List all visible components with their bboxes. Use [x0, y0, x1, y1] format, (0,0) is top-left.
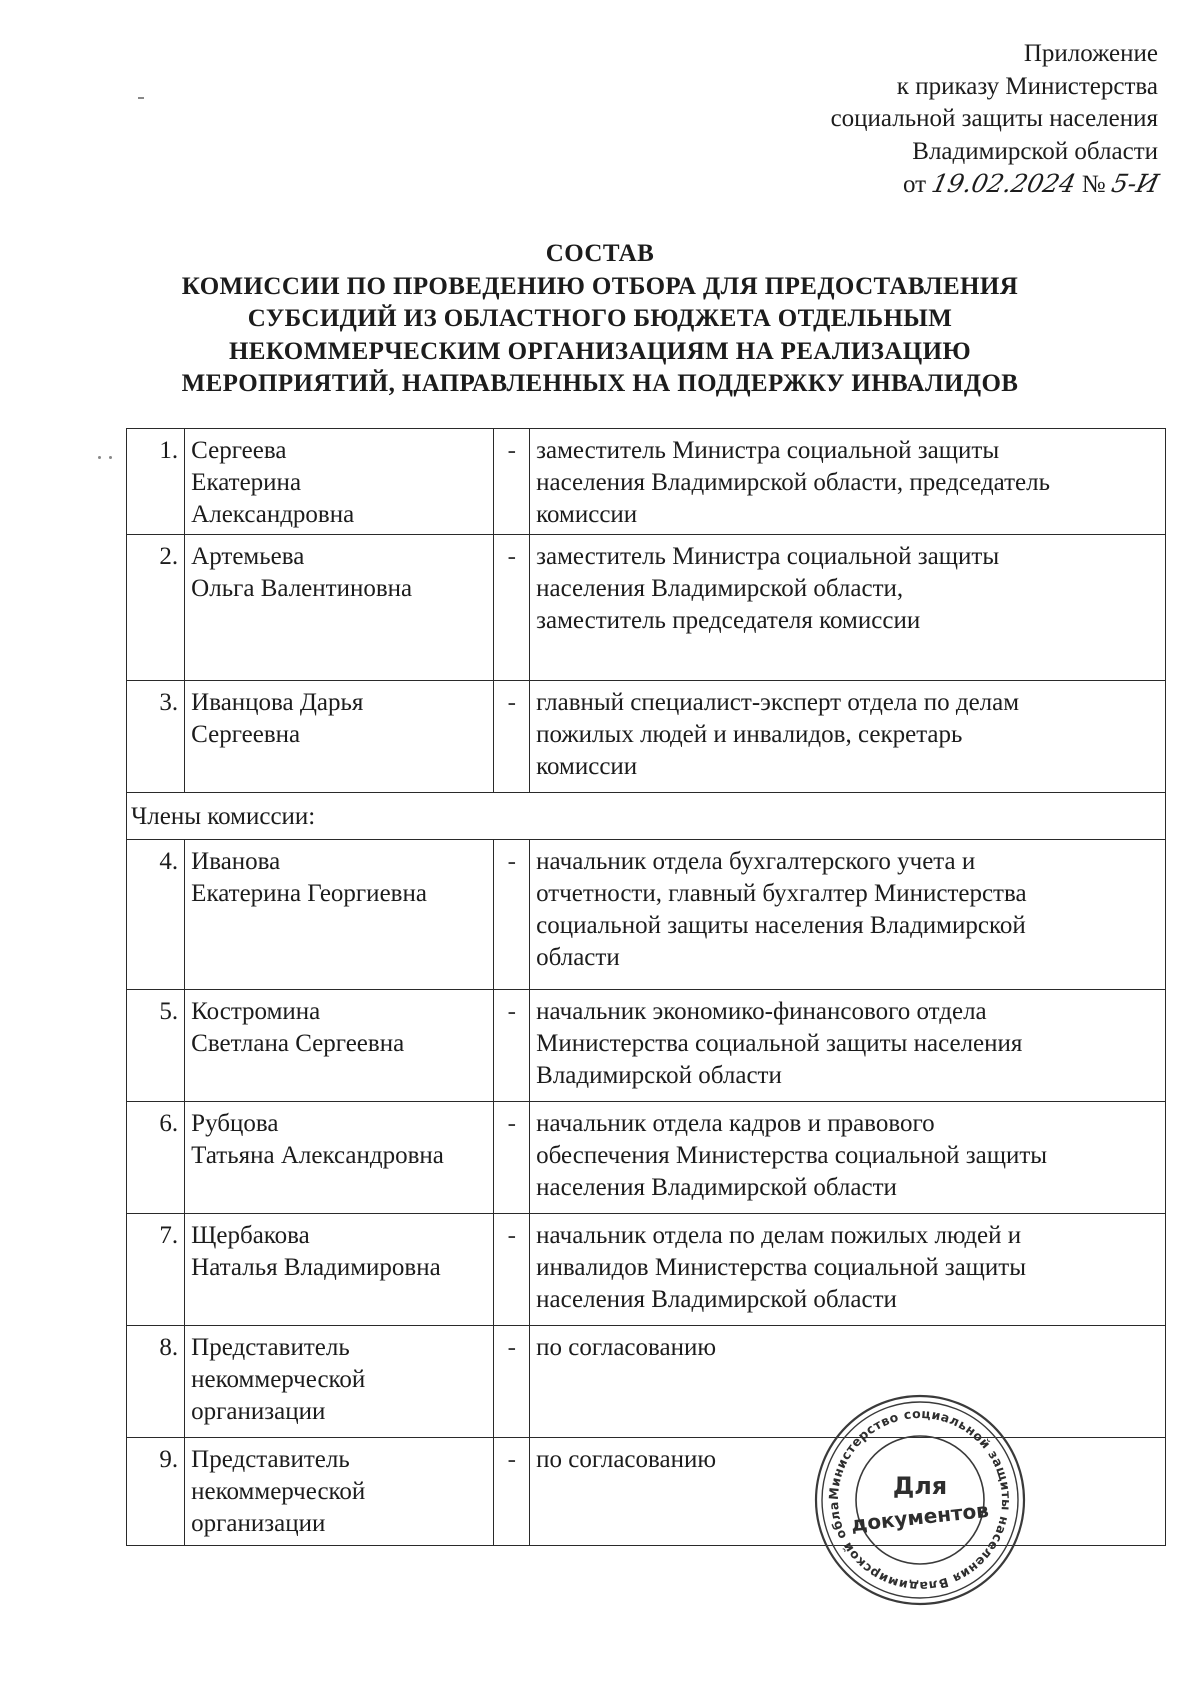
table-row: [127, 681, 1166, 793]
title-line: СУБСИДИЙ ИЗ ОБЛАСТНОГО БЮДЖЕТА ОТДЕЛЬНЫМ: [247, 305, 953, 332]
title-line: СОСТАВ: [545, 240, 655, 267]
row-number: 1.: [127, 429, 185, 535]
dash-separator: -: [494, 681, 530, 793]
row-number: 4.: [127, 840, 185, 990]
row-number: 8.: [127, 1326, 185, 1438]
dash-separator: -: [494, 1438, 530, 1546]
title-line: НЕКОММЕРЧЕСКИМ ОРГАНИЗАЦИЯМ НА РЕАЛИЗАЦИЮ: [228, 337, 972, 365]
margin-mark: [109, 456, 112, 459]
member-position: начальник отдела кадров и правового обеспечения Министерства социальной защиты населения Владимирской области: [530, 1102, 1166, 1214]
stamp-center-line1: Для: [892, 1472, 948, 1500]
stamp-seal-icon: [812, 1392, 1028, 1608]
table-row: [127, 429, 1166, 535]
row-number: 9.: [127, 1438, 185, 1546]
member-position: по согласованию: [530, 1438, 1166, 1546]
member-position: главный специалист-эксперт отдела по делам пожилых людей и инвалидов, секретарь комиссии: [530, 681, 1166, 793]
commission-table: [126, 428, 1166, 1546]
table-row: [127, 990, 1166, 1102]
scan-speck: [138, 97, 144, 99]
table-row: [127, 1214, 1166, 1326]
row-number: 2.: [127, 535, 185, 681]
member-position: начальник отдела бухгалтерского учета и отчетности, главный бухгалтер Министерства социальной защиты населения Владимирской области: [530, 840, 1166, 990]
from-label: от: [902, 171, 927, 198]
member-name: Иванцова Дарья Сергеевна: [185, 681, 494, 793]
order-date-line: [831, 168, 1162, 202]
member-name: Костромина Светлана Сергеевна: [185, 990, 494, 1102]
stamp-ring-text: Министерство социальной защиты населения Владимирской обла: [825, 1405, 1015, 1595]
member-position: начальник отдела по делам пожилых людей и инвалидов Министерства социальной защиты населения Владимирской области: [530, 1214, 1166, 1326]
title-line: КОМИССИИ ПО ПРОВЕДЕНИЮ ОТБОРА ДЛЯ ПРЕДОСТАВЛЕНИЯ: [181, 272, 1019, 300]
member-position: по согласованию: [530, 1326, 1166, 1438]
row-number: 3.: [127, 681, 185, 793]
table-row: [127, 1102, 1166, 1214]
appendix-line: социальной защиты населения: [830, 105, 1158, 132]
order-number: 5-И: [1108, 169, 1162, 198]
member-position: заместитель Министра социальной защиты населения Владимирской области, председатель комиссии: [530, 429, 1166, 535]
dash-separator: -: [494, 1326, 530, 1438]
member-name: Сергеева Екатерина Александровна: [185, 429, 494, 535]
number-label: №: [1081, 171, 1106, 198]
appendix-line: Владимирской области: [912, 137, 1158, 165]
appendix-line: Приложение: [1023, 40, 1158, 67]
official-stamp: [812, 1392, 1028, 1608]
order-date: 19.02.2024: [929, 169, 1079, 198]
dash-separator: -: [494, 535, 530, 681]
table-row: [127, 535, 1166, 681]
dash-separator: -: [494, 1102, 530, 1214]
members-section-row: [127, 793, 1166, 840]
member-name: Представитель некоммерческой организации: [185, 1438, 494, 1546]
margin-mark: [98, 456, 101, 459]
member-name: Артемьева Ольга Валентиновна: [185, 535, 494, 681]
appendix-header: [830, 38, 1162, 202]
row-number: 6.: [127, 1102, 185, 1214]
row-number: 5.: [127, 990, 185, 1102]
table-row: [127, 840, 1166, 990]
stamp-center-line2: документов: [849, 1497, 990, 1537]
member-name: Щербакова Наталья Владимировна: [185, 1214, 494, 1326]
dash-separator: -: [494, 840, 530, 990]
member-name: Рубцова Татьяна Александровна: [185, 1102, 494, 1214]
dash-separator: -: [494, 429, 530, 535]
dash-separator: -: [494, 990, 530, 1102]
appendix-line: к приказу Министерства: [896, 72, 1158, 100]
members-heading: Члены комиссии:: [127, 793, 1166, 840]
title-line: МЕРОПРИЯТИЙ, НАПРАВЛЕННЫХ НА ПОДДЕРЖКУ ИНВАЛИДОВ: [181, 370, 1019, 397]
dash-separator: -: [494, 1214, 530, 1326]
member-position: заместитель Министра социальной защиты населения Владимирской области, заместитель председателя комиссии: [530, 535, 1166, 681]
row-number: 7.: [127, 1214, 185, 1326]
member-name: Иванова Екатерина Георгиевна: [185, 840, 494, 990]
document-title: [120, 238, 1080, 401]
member-name: Представитель некоммерческой организации: [185, 1326, 494, 1438]
member-position: начальник экономико-финансового отдела Министерства социальной защиты населения Владимирской области: [530, 990, 1166, 1102]
